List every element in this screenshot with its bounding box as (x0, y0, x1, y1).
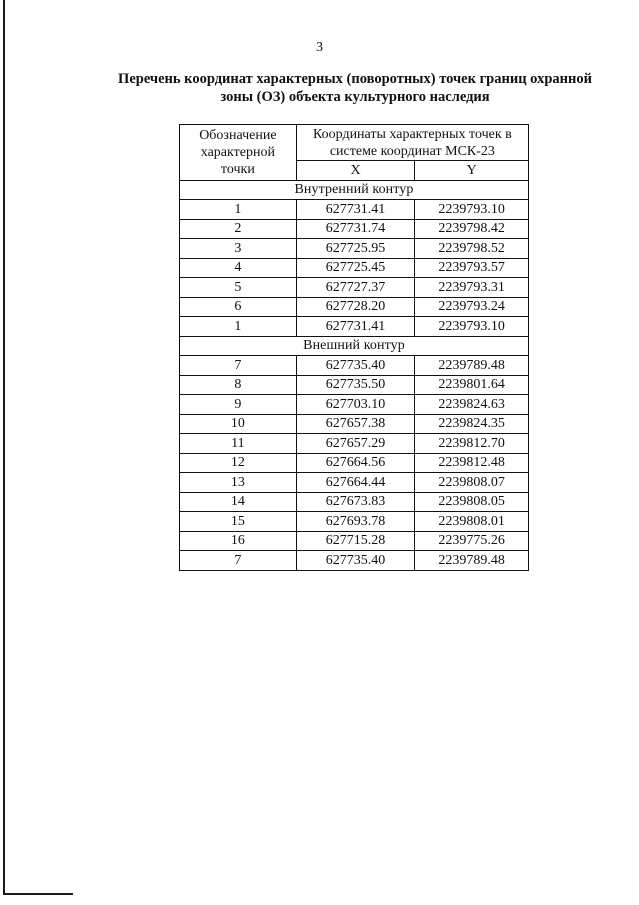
y-coordinate-cell: 2239775.26 (415, 531, 529, 551)
y-coordinate-cell: 2239808.05 (415, 492, 529, 512)
point-cell: 6 (180, 297, 297, 317)
table-row (180, 219, 529, 239)
x-coordinate-cell: 627731.74 (296, 219, 415, 239)
x-coordinate-cell: 627657.38 (296, 414, 415, 434)
x-coordinate-cell: 627735.50 (296, 375, 415, 395)
table-row (180, 278, 529, 298)
table-row (180, 453, 529, 473)
point-cell: 11 (180, 434, 297, 454)
point-cell: 1 (180, 317, 297, 337)
header-point-line-2: характерной (200, 145, 275, 161)
x-coordinate-cell: 627703.10 (296, 395, 415, 415)
point-cell: 5 (180, 278, 297, 298)
y-coordinate-cell: 2239812.48 (415, 453, 529, 473)
table-row (180, 200, 529, 220)
header-coordinates-line-2: системе координат МСК-23 (329, 144, 495, 159)
document-title-line-2: зоны (ОЗ) объекта культурного наследия (220, 89, 490, 105)
y-coordinate-cell: 2239793.31 (415, 278, 529, 298)
x-coordinate-cell: 627693.78 (296, 512, 415, 532)
x-coordinate-cell: 627725.95 (296, 239, 415, 259)
section-title: Внутренний контур (180, 180, 529, 200)
table-row (180, 356, 529, 376)
table-row (180, 375, 529, 395)
point-cell: 9 (180, 395, 297, 415)
header-point-designation (180, 125, 297, 181)
header-x: X (296, 161, 415, 181)
header-y: Y (415, 161, 529, 181)
y-coordinate-cell: 2239789.48 (415, 356, 529, 376)
section-row (180, 336, 529, 356)
footnote-rule (3, 893, 73, 895)
x-coordinate-cell: 627664.44 (296, 473, 415, 493)
document-title-line-1: Перечень координат характерных (поворотных) точек границ охранной (118, 71, 592, 87)
point-cell: 13 (180, 473, 297, 493)
table-row (180, 492, 529, 512)
point-cell: 1 (180, 200, 297, 220)
coordinates-table-header (180, 125, 529, 181)
x-coordinate-cell: 627731.41 (296, 317, 415, 337)
x-coordinate-cell: 627657.29 (296, 434, 415, 454)
table-row (180, 531, 529, 551)
document-title (60, 70, 639, 106)
x-coordinate-cell: 627731.41 (296, 200, 415, 220)
y-coordinate-cell: 2239798.42 (415, 219, 529, 239)
table-row (180, 258, 529, 278)
y-coordinate-cell: 2239793.10 (415, 200, 529, 220)
point-cell: 15 (180, 512, 297, 532)
left-margin-rule (3, 0, 5, 895)
point-cell: 4 (180, 258, 297, 278)
header-coordinates-line-1: Координаты характерных точек в (312, 127, 512, 142)
point-cell: 12 (180, 453, 297, 473)
table-row (180, 395, 529, 415)
x-coordinate-cell: 627735.40 (296, 551, 415, 571)
y-coordinate-cell: 2239789.48 (415, 551, 529, 571)
table-row (180, 551, 529, 571)
point-cell: 2 (180, 219, 297, 239)
table-row (180, 239, 529, 259)
y-coordinate-cell: 2239793.57 (415, 258, 529, 278)
table-row (180, 297, 529, 317)
point-cell: 7 (180, 551, 297, 571)
header-coordinates (296, 125, 528, 161)
point-cell: 8 (180, 375, 297, 395)
y-coordinate-cell: 2239808.07 (415, 473, 529, 493)
x-coordinate-cell: 627727.37 (296, 278, 415, 298)
y-coordinate-cell: 2239793.24 (415, 297, 529, 317)
x-coordinate-cell: 627735.40 (296, 356, 415, 376)
point-cell: 10 (180, 414, 297, 434)
page-number: 3 (316, 40, 323, 55)
x-coordinate-cell: 627728.20 (296, 297, 415, 317)
table-row (180, 317, 529, 337)
y-coordinate-cell: 2239798.52 (415, 239, 529, 259)
y-coordinate-cell: 2239824.63 (415, 395, 529, 415)
section-title: Внешний контур (180, 336, 529, 356)
table-row (180, 434, 529, 454)
point-cell: 16 (180, 531, 297, 551)
header-row-main (180, 125, 529, 161)
y-coordinate-cell: 2239812.70 (415, 434, 529, 454)
header-point-line-3: точки (220, 162, 255, 178)
header-point-line-1: Обозначение (199, 128, 277, 144)
point-cell: 3 (180, 239, 297, 259)
x-coordinate-cell: 627664.56 (296, 453, 415, 473)
y-coordinate-cell: 2239801.64 (415, 375, 529, 395)
table-row (180, 473, 529, 493)
point-cell: 7 (180, 356, 297, 376)
table-row (180, 414, 529, 434)
y-coordinate-cell: 2239824.35 (415, 414, 529, 434)
coordinates-table-body (180, 180, 529, 570)
x-coordinate-cell: 627673.83 (296, 492, 415, 512)
x-coordinate-cell: 627725.45 (296, 258, 415, 278)
y-coordinate-cell: 2239808.01 (415, 512, 529, 532)
y-coordinate-cell: 2239793.10 (415, 317, 529, 337)
coordinates-table (179, 124, 529, 571)
table-row (180, 512, 529, 532)
x-coordinate-cell: 627715.28 (296, 531, 415, 551)
section-row (180, 180, 529, 200)
point-cell: 14 (180, 492, 297, 512)
